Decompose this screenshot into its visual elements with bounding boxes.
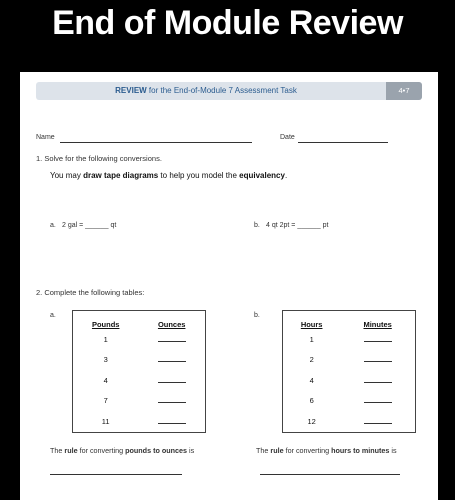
q2a-label: a.	[50, 312, 56, 319]
table-row	[283, 411, 416, 432]
table-row	[283, 370, 416, 391]
q1-prompt: 1. Solve for the following conversions.	[36, 154, 162, 163]
table-row	[283, 350, 416, 371]
name-field[interactable]	[60, 142, 252, 143]
ounces-blank[interactable]	[138, 370, 205, 391]
ounces-header: Ounces	[157, 320, 186, 329]
name-label: Name	[36, 134, 55, 141]
minutes-header: Minutes	[363, 320, 392, 329]
q1a-label: a.	[50, 222, 56, 229]
hours-value: 6	[309, 396, 314, 406]
minutes-blank[interactable]	[340, 329, 415, 350]
worksheet-page	[20, 72, 438, 500]
rule-b-answer-line[interactable]	[260, 474, 400, 475]
q1-instr-pre: You may	[50, 171, 84, 180]
q1-instr-bold1: draw tape diagrams	[83, 171, 159, 180]
pounds-value: 3	[103, 355, 108, 365]
table-header-row	[283, 311, 416, 330]
rule-pounds-ounces	[50, 446, 194, 455]
pounds-value: 4	[103, 375, 108, 385]
ounces-blank[interactable]	[138, 329, 205, 350]
rule-b-word: rule	[270, 446, 284, 455]
pounds-header: Pounds	[91, 320, 120, 329]
rule-b-pre: The	[256, 446, 271, 455]
rule-a-end: is	[187, 446, 195, 455]
minutes-blank[interactable]	[340, 370, 415, 391]
minutes-blank[interactable]	[340, 350, 415, 371]
rule-hours-minutes	[256, 446, 397, 455]
rule-a-mid: for converting	[77, 446, 126, 455]
hours-minutes-table	[282, 310, 416, 433]
minutes-blank[interactable]	[340, 411, 415, 432]
minutes-blank[interactable]	[340, 391, 415, 412]
hours-header: Hours	[300, 320, 323, 329]
review-banner	[36, 82, 422, 100]
hours-value: 2	[309, 355, 314, 365]
pounds-value: 11	[101, 416, 110, 426]
table-header-row	[73, 311, 206, 330]
rule-b-units: hours to minutes	[331, 446, 390, 455]
slide-title: End of Module Review	[52, 4, 403, 42]
q1a-text[interactable]: 2 gal = ______ qt	[62, 222, 117, 229]
q1-instruction	[50, 171, 287, 180]
pounds-value: 7	[103, 396, 108, 406]
q1b-label: b.	[254, 222, 260, 229]
ounces-blank[interactable]	[138, 350, 205, 371]
q1-instr-bold2: equivalency	[239, 171, 285, 180]
ounces-blank[interactable]	[138, 411, 205, 432]
module-badge: 4•7	[386, 82, 422, 100]
q1-instr-end: .	[284, 171, 288, 180]
table-row	[73, 370, 206, 391]
hours-value: 4	[309, 375, 314, 385]
table-row	[73, 350, 206, 371]
banner-review-word: REVIEW	[115, 86, 147, 95]
hours-value: 12	[307, 416, 316, 426]
date-field[interactable]	[298, 142, 388, 143]
table-row	[73, 411, 206, 432]
rule-b-end: is	[389, 446, 397, 455]
table-row	[283, 329, 416, 350]
banner-title-rest: for the End-of-Module 7 Assessment Task	[146, 86, 297, 95]
date-label: Date	[280, 134, 295, 141]
hours-value: 1	[309, 334, 314, 344]
q1b-text[interactable]: 4 qt 2pt = ______ pt	[266, 222, 329, 229]
q2-prompt: 2. Complete the following tables:	[36, 288, 145, 297]
table-row	[283, 391, 416, 412]
banner-title	[36, 82, 376, 100]
q2b-label: b.	[254, 312, 260, 319]
table-row	[73, 391, 206, 412]
rule-a-word: rule	[64, 446, 78, 455]
pounds-value: 1	[103, 334, 108, 344]
pounds-ounces-table	[72, 310, 206, 433]
table-row	[73, 329, 206, 350]
ounces-blank[interactable]	[138, 391, 205, 412]
q1-instr-mid: to help you model the	[158, 171, 240, 180]
rule-a-pre: The	[50, 446, 65, 455]
rule-a-units: pounds to ounces	[125, 446, 188, 455]
rule-a-answer-line[interactable]	[50, 474, 182, 475]
rule-b-mid: for converting	[283, 446, 332, 455]
